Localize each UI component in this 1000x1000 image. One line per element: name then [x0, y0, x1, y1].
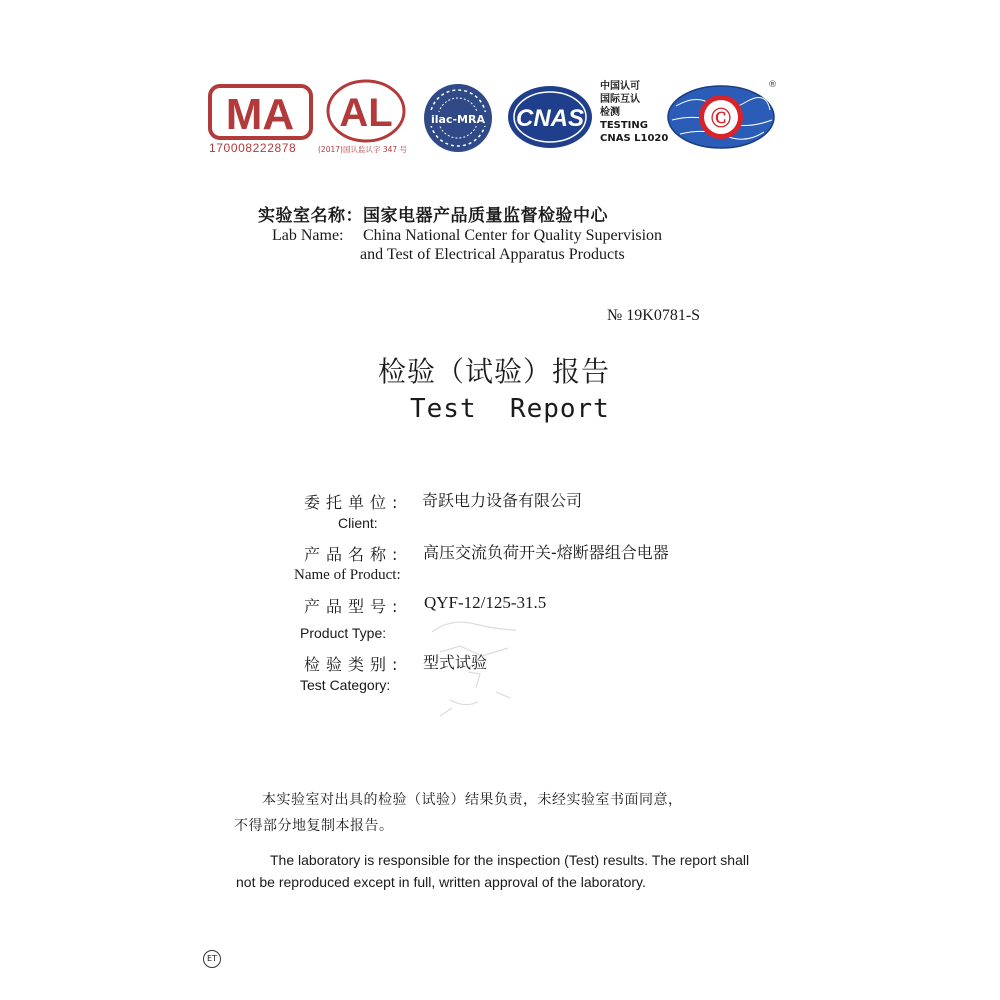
product-name-label-en: Name of Product: [294, 567, 401, 583]
svg-text:MA: MA [225, 90, 295, 139]
svg-text:Ⓒ: Ⓒ [711, 106, 731, 130]
auth-line: 中国认可 [600, 81, 640, 92]
cqc-globe-logo [666, 84, 776, 150]
cal-code: (2017)国认监认字 347 号 [318, 145, 408, 154]
cma-logo [208, 84, 313, 140]
client-value: 奇跃电力设备有限公司 [422, 491, 583, 510]
footer-circle-mark: ET [203, 950, 221, 968]
cal-logo [324, 78, 408, 144]
disclaimer-cn-line1: 本实验室对出具的检验（试验）结果负责，未经实验室书面同意， [262, 792, 683, 808]
client-label-cn: 委托单位: [304, 493, 404, 512]
product-type-value: QYF-12/125-31.5 [424, 593, 547, 612]
cma-code: 170008222878 [209, 141, 297, 155]
cnas-text: CNAS [515, 105, 585, 132]
svg-text:AL: AL [339, 91, 393, 135]
report-number: № 19K0781-S [607, 307, 701, 324]
product-type-label-en: Product Type: [300, 625, 387, 641]
registered-mark: ® [768, 80, 777, 90]
auth-line: 检测 [600, 107, 620, 118]
disclaimer-en-line1: The laboratory is responsible for the inspection (Test) results. The report shall [270, 852, 750, 868]
faded-seal [420, 612, 530, 736]
product-name-value: 高压交流负荷开关-熔断器组合电器 [423, 543, 669, 562]
lab-name-en-label: Lab Name: [272, 227, 344, 244]
lab-name-en-line2: and Test of Electrical Apparatus Products [360, 246, 625, 263]
test-category-value: 型式试验 [423, 653, 488, 672]
report-title-cn: 检验（试验）报告 [378, 355, 611, 388]
product-name-label-cn: 产品名称: [304, 545, 404, 564]
ilac-mra-logo [422, 82, 494, 154]
cnas-accreditation-text [600, 80, 668, 145]
auth-line: TESTING [600, 120, 648, 131]
test-category-label-cn: 检验类别: [304, 655, 404, 674]
test-category-label-en: Test Category: [300, 677, 391, 693]
disclaimer-cn-line2: 不得部分地复制本报告。 [234, 818, 394, 834]
auth-line: CNAS L1020 [600, 133, 669, 144]
disclaimer-en-line2: not be reproduced except in full, written approval of the laboratory. [236, 874, 646, 890]
ilac-text: ilac-MRA [431, 113, 485, 126]
lab-name-en-line1: China National Center for Quality Supervision [363, 227, 663, 244]
cnas-logo [506, 84, 594, 150]
report-title-en: Test Report [410, 394, 610, 424]
lab-name-cn: 实验室名称：国家电器产品质量监督检验中心 [258, 206, 608, 226]
product-type-label-cn: 产品型号: [304, 597, 404, 616]
auth-line: 国际互认 [600, 94, 640, 105]
client-label-en: Client: [338, 515, 378, 531]
